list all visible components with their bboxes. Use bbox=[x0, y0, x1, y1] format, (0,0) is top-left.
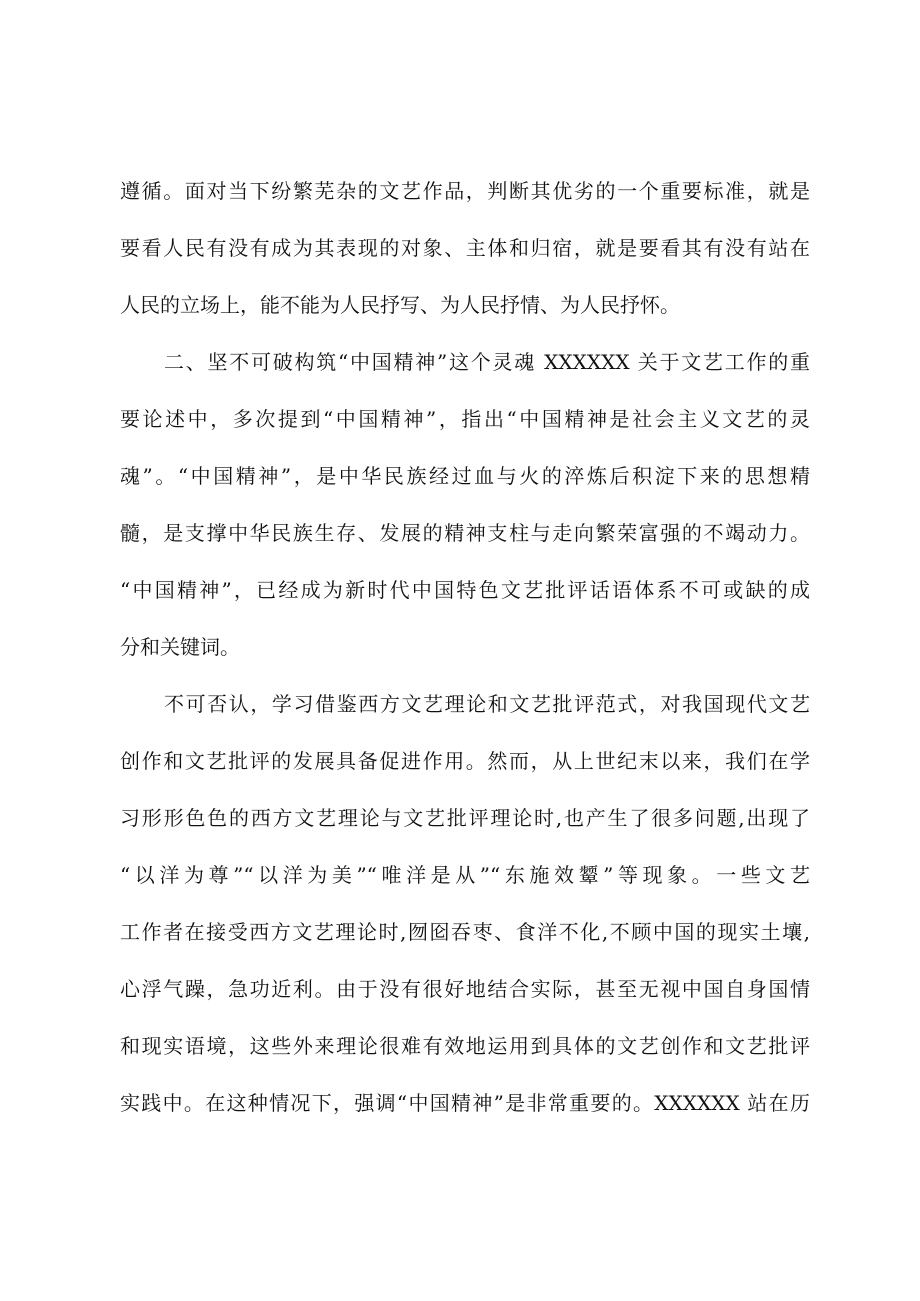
text-line: 实践中。在这种情况下，强调“中国精神”是非常重要的。XXXXXX 站在历 bbox=[120, 1091, 810, 1115]
text-line: 和现实语境，这些外来理论很难有效地运用到具体的文艺创作和文艺批评 bbox=[120, 1034, 810, 1058]
text-line: 分和关键词。 bbox=[120, 635, 240, 659]
text-line: 要看人民有没有成为其表现的对象、主体和归宿，就是要看其有没有站在 bbox=[120, 236, 810, 260]
text-line: “以洋为尊”“以洋为美”“唯洋是从”“东施效颦”等现象。一些文艺 bbox=[120, 863, 810, 887]
text-line: 人民的立场上，能不能为人民抒写、为人民抒情、为人民抒怀。 bbox=[120, 293, 680, 317]
text-line: “中国精神”，已经成为新时代中国特色文艺批评话语体系不可或缺的成 bbox=[120, 578, 810, 602]
text-line: 习形形色色的西方文艺理论与文艺批评理论时,也产生了很多问题,出现了 bbox=[120, 806, 810, 830]
text-line: 遵循。面对当下纷繁芜杂的文艺作品，判断其优劣的一个重要标准，就是 bbox=[120, 179, 810, 203]
paragraph-first-line: 二、坚不可破构筑“中国精神”这个灵魂 XXXXXX 关于文艺工作的重 bbox=[164, 350, 810, 374]
text-line: 心浮气躁，急功近利。由于没有很好地结合实际，甚至无视中国自身国情 bbox=[120, 977, 810, 1001]
text-line: 要论述中，多次提到“中国精神”，指出“中国精神是社会主义文艺的灵 bbox=[120, 407, 810, 431]
text-line: 魂”。“中国精神”，是中华民族经过血与火的淬炼后积淀下来的思想精 bbox=[120, 464, 810, 488]
text-line: 髓，是支撑中华民族生存、发展的精神支柱与走向繁荣富强的不竭动力。 bbox=[120, 521, 810, 545]
text-line: 创作和文艺批评的发展具备促进作用。然而，从上世纪末以来，我们在学 bbox=[120, 749, 810, 773]
paragraph-first-line: 不可否认，学习借鉴西方文艺理论和文艺批评范式，对我国现代文艺 bbox=[164, 692, 810, 716]
text-line: 工作者在接受西方文艺理论时,囫囵吞枣、食洋不化,不顾中国的现实土壤, bbox=[120, 920, 810, 944]
